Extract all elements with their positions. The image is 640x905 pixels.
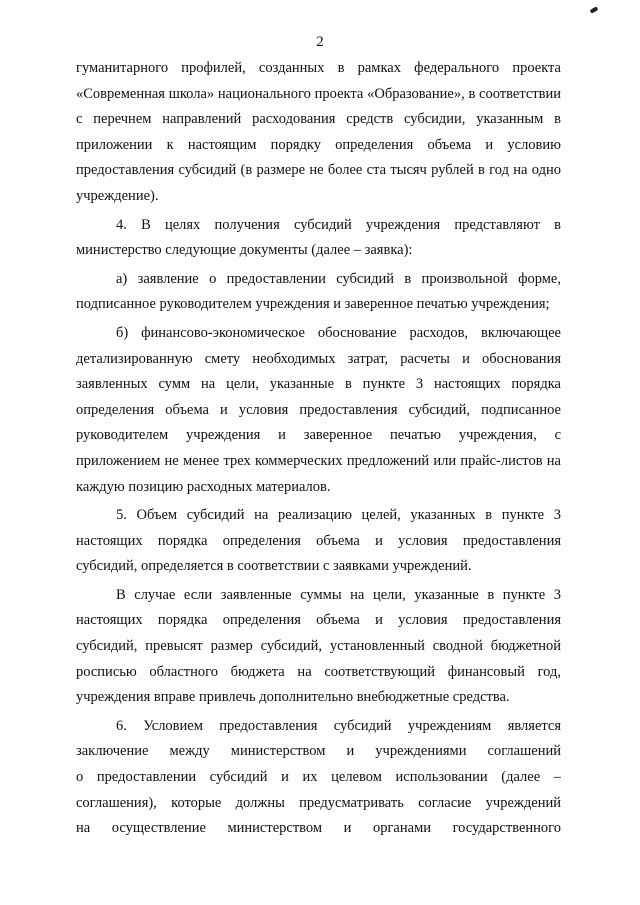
text-line: заключение между министерством и учреждениями соглашений	[76, 743, 561, 760]
text-line: с перечнем направлений расходования средств субсидии, указанным в	[76, 111, 561, 128]
text-line: В случае если заявленные суммы на цели, указанные в пункте 3	[116, 586, 561, 603]
text-line: субсидий, превысят размер субсидий, установленный сводной бюджетной	[76, 638, 561, 655]
text-line: настоящих порядка определения объема и условия предоставления	[76, 532, 561, 549]
paragraph-item-b	[76, 321, 561, 500]
text-line: детализированную смету необходимых затрат, расчеты и обоснования	[76, 350, 561, 367]
text-line: б) финансово-экономическое обоснование расходов, включающее	[116, 324, 561, 341]
text-line: учреждение).	[76, 187, 159, 204]
text-line: министерство следующие документы (далее – заявка):	[76, 242, 413, 259]
text-line: руководителем учреждения и заверенное печатью учреждения, с	[76, 427, 561, 444]
paragraph-item-5-continued	[76, 583, 561, 711]
text-line: приложении к настоящим порядку определения объема и условию	[76, 136, 561, 153]
text-line: а) заявление о предоставлении субсидий в произвольной форме,	[116, 270, 561, 287]
text-line: о предоставлении субсидий и их целевом использовании (далее –	[76, 769, 561, 786]
text-line: субсидий, определяется в соответствии с заявками учреждений.	[76, 558, 472, 575]
text-line: заявленных сумм на цели, указанные в пункте 3 настоящих порядка	[76, 376, 561, 393]
text-line: гуманитарного профилей, созданных в рамках федерального проекта	[76, 60, 561, 76]
text-line: учреждения вправе привлечь дополнительно внебюджетные средства.	[76, 689, 510, 706]
scan-mark	[590, 6, 599, 13]
text-line: соглашения), которые должны предусматривать согласие учреждений	[76, 794, 561, 811]
text-line: предоставления субсидий (в размере не более ста тысяч рублей в год на одно	[76, 162, 561, 179]
text-line: приложением не менее трех коммерческих предложений или прайс-листов на	[76, 452, 561, 469]
paragraph-item-4	[76, 213, 561, 264]
text-line: «Современная школа» национального проекта «Образование», в соответствии	[76, 85, 561, 102]
paragraph-item-5	[76, 503, 561, 580]
paragraph-item-6	[76, 714, 561, 842]
text-line: подписанное руководителем учреждения и заверенное печатью учреждения;	[76, 296, 550, 313]
text-line: настоящих порядка определения объема и условия предоставления	[76, 612, 561, 629]
paragraph-item-a	[76, 267, 561, 318]
page-number: 2	[316, 34, 324, 50]
text-line: росписью областного бюджета на соответствующий финансовый год,	[76, 663, 561, 680]
paragraph-continuation	[76, 56, 561, 210]
text-line: на осуществление министерством и органами государственного	[76, 820, 561, 837]
text-line: определения объема и условия предоставления субсидий, подписанное	[76, 401, 561, 418]
text-line: каждую позицию расходных материалов.	[76, 478, 331, 495]
text-line: 4. В целях получения субсидий учреждения представляют в	[116, 216, 561, 233]
text-line: 6. Условием предоставления субсидий учреждениям является	[116, 717, 561, 734]
text-line: 5. Объем субсидий на реализацию целей, указанных в пункте 3	[116, 507, 561, 524]
document-body	[76, 56, 561, 842]
